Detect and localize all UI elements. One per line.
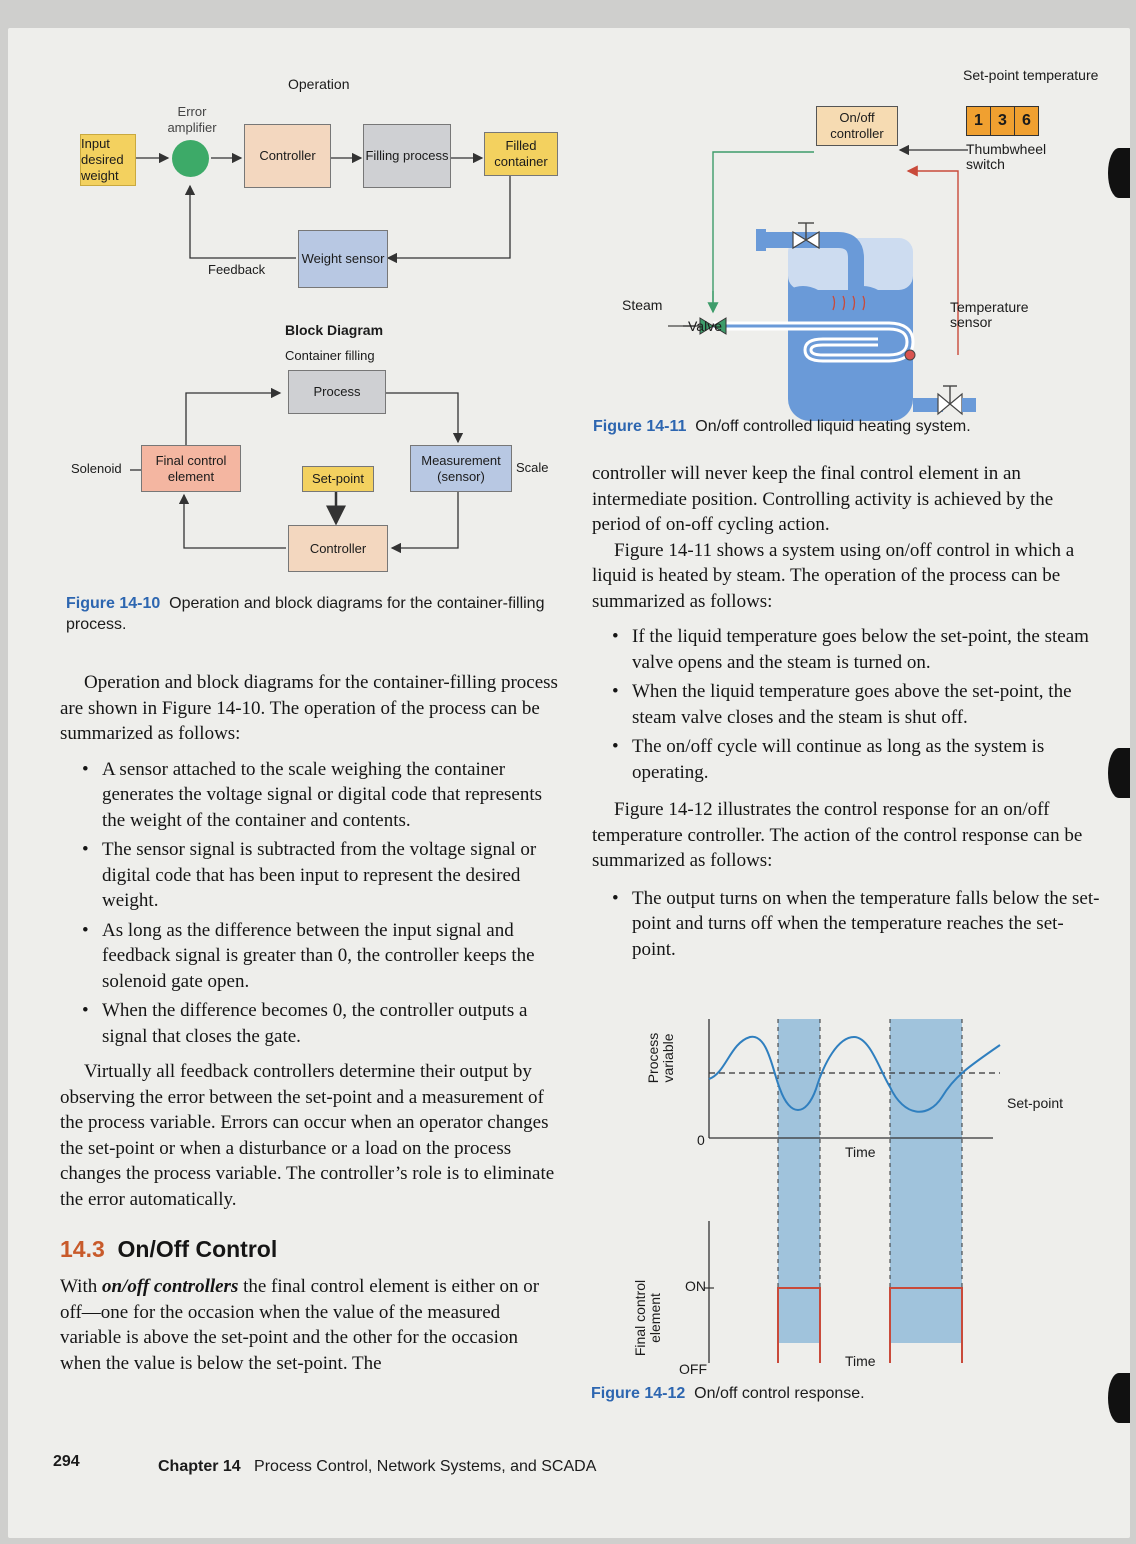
filled-container-box: Filled container [484, 132, 558, 176]
error-amplifier-circle [172, 140, 209, 177]
on-level-label: ON [685, 1278, 706, 1294]
thumbwheel-switch-label: Thumbwheel switch [966, 141, 1047, 172]
bullet-list [610, 886, 1102, 963]
figure-14-11-caption [593, 416, 971, 437]
thumbwheel-digit[interactable]: 1 [967, 107, 991, 135]
figure-14-12-text: On/off control response. [694, 1385, 865, 1402]
figure-14-10-connectors [8, 28, 568, 588]
bullet-item: • The on/off cycle will continue as long as the system is operating. [610, 734, 1102, 785]
valve-label: Valve [688, 318, 722, 334]
thumbwheel-switch[interactable] [966, 106, 1039, 136]
filling-process-box: Filling process [363, 124, 451, 188]
bullet-item: • As long as the difference between the input signal and feedback signal is greater than 0, the controller keeps the solenoid gate open. [80, 918, 560, 995]
final-control-element-axis-label: Final control element [632, 1279, 663, 1357]
paragraph: Virtually all feedback controllers determine their output by observing the error between the set-point and a measurement of the process variable. Errors can occur when an operator changes the set-point or when a disturbance or a load on the process changes the process variable. The controller’s role is to eliminate the error automatically. [60, 1061, 555, 1210]
thumbwheel-digit[interactable]: 3 [991, 107, 1015, 135]
figure-14-10-caption [66, 593, 566, 635]
paragraph: Operation and block diagrams for the container-filling process are shown in Figure 14-10. The operation of the process can be summarized as follows: [60, 672, 558, 744]
bullet-item: • When the liquid temperature goes above the set-point, the steam valve closes and the steam is shut off. [610, 679, 1102, 730]
bullet-item: • A sensor attached to the scale weighing the container generates the voltage signal or digital code that represents the weight of the container and contents. [80, 757, 560, 834]
textbook-page [8, 28, 1130, 1538]
operation-title: Operation [288, 76, 350, 92]
scale-label: Scale [516, 460, 549, 475]
running-footer [158, 1458, 596, 1476]
process-variable-axis-label: Process variable [645, 1032, 676, 1084]
section-number: 14.3 [60, 1236, 105, 1262]
paragraph: Figure 14-12 illustrates the control response for an on/off temperature controller. The action of the control response can be summarized as follows: [592, 799, 1083, 871]
bullet-item: • The output turns on when the temperature falls below the set-point and turns off when the temperature reaches the set-point. [610, 886, 1102, 963]
steam-label: Steam [622, 297, 663, 313]
final-control-element-box: Final control element [141, 445, 241, 492]
off-level-label: OFF [679, 1361, 707, 1377]
paragraph: controller will never keep the final control element in an intermediate position. Controlling activity is achieved by the period of on-off cycling action. [592, 463, 1054, 535]
time-axis-label-bottom: Time [845, 1353, 876, 1369]
bullet-list [80, 757, 560, 1050]
solenoid-label: Solenoid [71, 461, 122, 476]
set-point-line-label: Set-point [1007, 1095, 1064, 1111]
measurement-sensor-box: Measurement (sensor) [410, 445, 512, 492]
origin-zero-label: 0 [697, 1132, 705, 1148]
weight-sensor-box: Weight sensor [298, 230, 388, 288]
bullet-item: • The sensor signal is subtracted from the voltage signal or digital code that has been input to represent the desired weight. [80, 837, 560, 914]
bullet-item: • If the liquid temperature goes below the set-point, the steam valve opens and the steam is turned on. [610, 624, 1102, 675]
figure-14-10-text: Operation and block diagrams for the container-filling process. [66, 595, 545, 633]
onoff-controller-box: On/off controller [816, 106, 898, 146]
set-point-temperature-label: Set-point temperature [963, 67, 1099, 83]
feedback-label: Feedback [208, 262, 266, 277]
paragraph: Figure 14-11 shows a system using on/off control in which a liquid is heated by steam. The operation of the process can be summarized as follows: [592, 539, 1075, 612]
figure-14-10-number: Figure 14-10 [66, 595, 161, 612]
bullet-item: • When the difference becomes 0, the controller outputs a signal that closes the gate. [80, 998, 560, 1049]
figure-14-11-number: Figure 14-11 [593, 418, 687, 435]
thumbwheel-digit[interactable]: 6 [1022, 112, 1031, 129]
page-number: 294 [53, 1453, 80, 1470]
left-column-text [60, 670, 560, 1376]
key-term: on/off controllers [101, 1276, 239, 1297]
chapter-title: Process Control, Network Systems, and SCADA [254, 1458, 597, 1475]
temperature-sensor-label: Temperature sensor [950, 299, 1029, 330]
bullet-list [610, 624, 1102, 785]
time-axis-label-top: Time [845, 1144, 876, 1160]
right-column-text [592, 461, 1102, 966]
block-controller-box: Controller [288, 525, 388, 572]
figure-14-12-number: Figure 14-12 [591, 1385, 686, 1402]
block-diagram-title: Block Diagram [285, 322, 384, 338]
chapter-label: Chapter 14 [158, 1458, 241, 1475]
section-heading [60, 1234, 560, 1264]
section-title: On/Off Control [117, 1236, 278, 1262]
process-box: Process [288, 370, 386, 414]
controller-box: Controller [244, 124, 331, 188]
error-amplifier-label: Error amplifier [167, 104, 217, 135]
set-point-box: Set-point [302, 466, 374, 492]
figure-14-12-caption [591, 1383, 865, 1404]
figure-14-11-text: On/off controlled liquid heating system. [695, 418, 971, 435]
input-desired-weight: Input desired weight [80, 134, 136, 186]
paragraph: With on/off controllers the final control element is either on or off—one for the occasion when the value of the measured variable is above the set-point and the other for the occasion when the value is below the set-point. The [60, 1276, 540, 1374]
block-diagram-subtitle: Container filling [285, 348, 375, 363]
